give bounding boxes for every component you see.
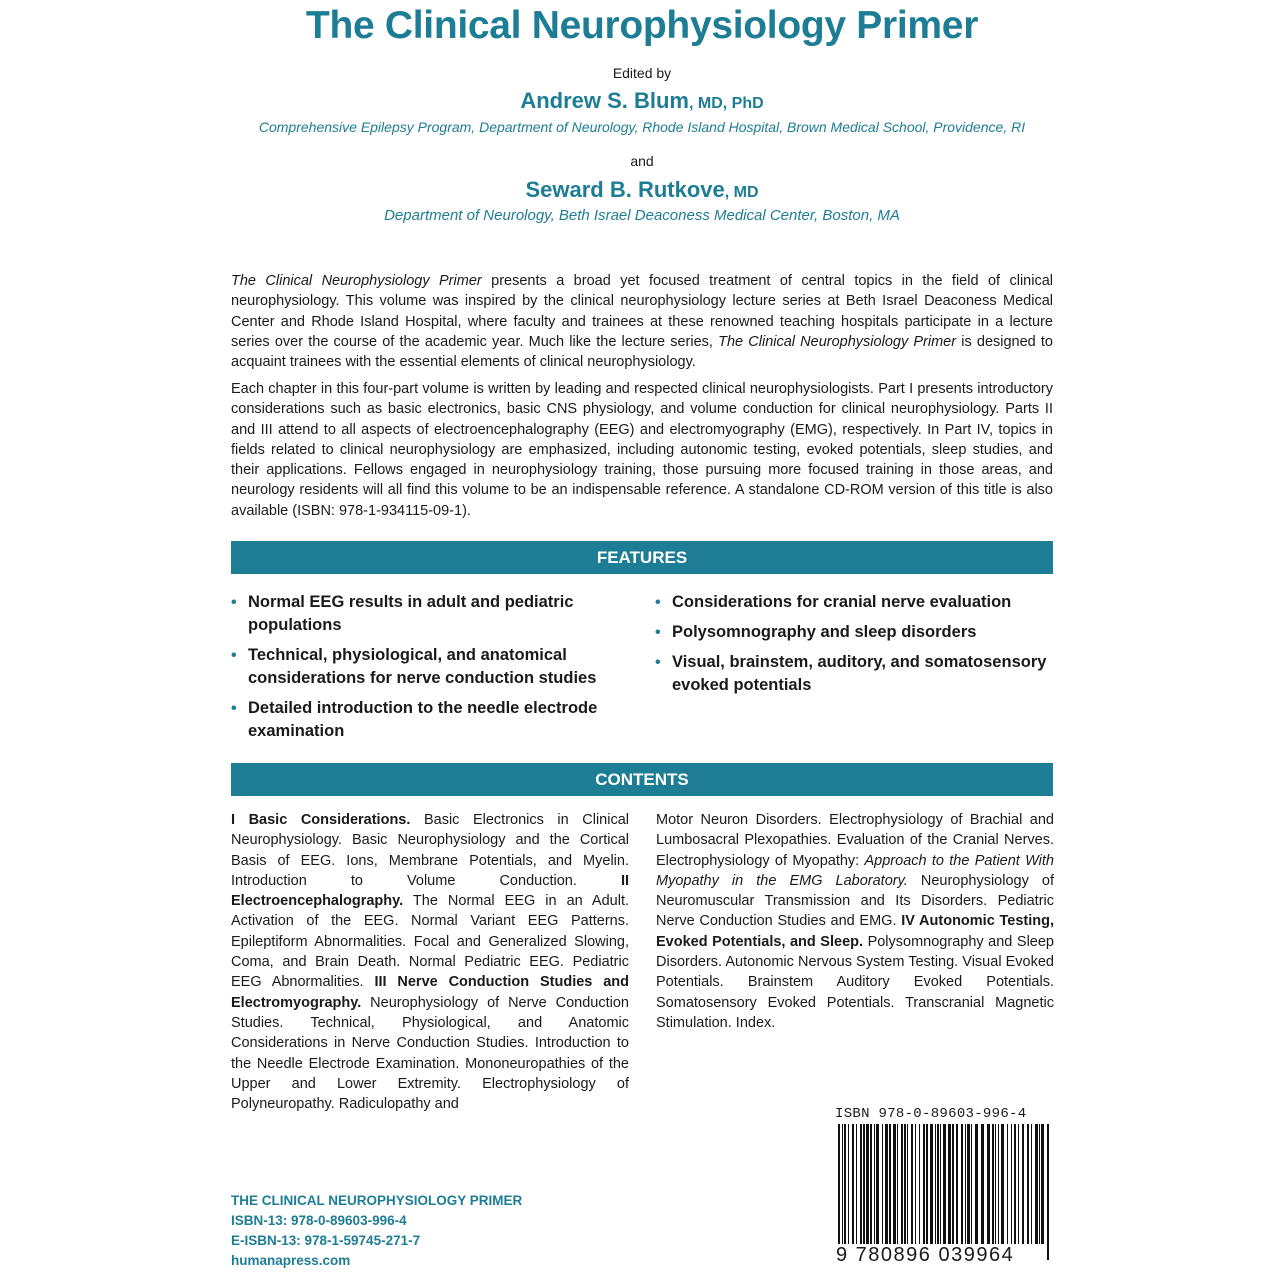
barcode-bar bbox=[1014, 1124, 1016, 1244]
contents-text: Basic Electronics in Clinical Neurophysiology. Basic Neurophysiology and the Cortical Basis of EEG. Ions, Membrane Potentials, and Myelin. Introduction to Volume Conduction. bbox=[231, 812, 629, 889]
feature-text: Technical, physiological, and anatomical considerations for nerve conduction studies bbox=[248, 646, 597, 687]
barcode-bar bbox=[992, 1124, 994, 1244]
barcode-bar bbox=[852, 1124, 854, 1244]
barcode-bar bbox=[987, 1124, 990, 1244]
barcode-isbn-label: ISBN 978-0-89603-996-4 bbox=[835, 1106, 1027, 1122]
feature-text: Considerations for cranial nerve evaluation bbox=[672, 593, 1012, 611]
footer-isbn13: ISBN-13: 978-0-89603-996-4 bbox=[231, 1213, 407, 1228]
feature-item bbox=[231, 591, 611, 637]
contents-text: Motor Neuron Disorders. Electrophysiology of Brachial and Lumbosacral Plexopathies. Evaluation of the Cranial Nerves. Electrophysiology of Myopathy: bbox=[656, 812, 1054, 869]
barcode-bar bbox=[998, 1124, 999, 1244]
part-heading: II Electroencephalography. bbox=[231, 872, 629, 910]
contents-heading: CONTENTS bbox=[231, 763, 1053, 796]
features-list-right bbox=[655, 591, 1055, 704]
author2-affiliation: Department of Neurology, Beth Israel Deaconess Medical Center, Boston, MA bbox=[384, 207, 900, 224]
barcode-bar bbox=[848, 1124, 849, 1244]
barcode-bar bbox=[937, 1124, 939, 1244]
features-heading: FEATURES bbox=[231, 541, 1053, 574]
barcode-bar bbox=[965, 1124, 966, 1244]
barcode-bar bbox=[901, 1124, 903, 1244]
barcode-bar bbox=[885, 1124, 888, 1244]
barcode-icon bbox=[836, 1124, 1054, 1262]
barcode-bar bbox=[923, 1124, 925, 1244]
barcode-bar bbox=[882, 1124, 883, 1244]
bullet-icon: • bbox=[655, 624, 661, 641]
barcode-bar bbox=[1047, 1124, 1049, 1260]
barcode-bar bbox=[1039, 1124, 1040, 1244]
barcode-bar bbox=[961, 1124, 963, 1244]
barcode-bar bbox=[1011, 1124, 1012, 1244]
barcode-bar bbox=[1041, 1124, 1044, 1244]
feature-item bbox=[655, 651, 1055, 697]
contents-italic-text: Approach to the Patient With Myopathy in the EMG Laboratory. bbox=[656, 852, 1054, 889]
bullet-icon: • bbox=[231, 700, 237, 717]
barcode-bar bbox=[940, 1124, 941, 1260]
part-heading: I Basic Considerations. bbox=[231, 812, 411, 828]
barcode-bar bbox=[889, 1124, 891, 1244]
barcode-bar bbox=[1031, 1124, 1032, 1244]
book-title-italic: The Clinical Neurophysiology Primer bbox=[718, 333, 957, 350]
description-text: is designed to acquaint trainees with the essential elements of clinical neurophysiology. bbox=[231, 333, 1053, 371]
barcode-bar bbox=[930, 1124, 933, 1244]
book-title: The Clinical Neurophysiology Primer bbox=[305, 4, 979, 47]
description-paragraph-2: Each chapter in this four-part volume is written by leading and respected clinical neurophysiologists. Part I presents introductory considerations such as basic electronics, basic CNS physiology, and volume conduction for clinical neurophysiology. Parts II and III attend to all aspects of electroencephalography (EEG) and electromyography (EMG), respectively. In Part IV, topics in fields related to clinical neurophysiology are emphasized, including autonomic testing, evoked potentials, sleep studies, and their applications. Fellows engaged in neurophysiology training, those pursuing more focused training in those areas, and neurology residents will all find this volume to be an indispensable reference. A standalone CD-ROM version of this title is also available (ISBN: 978-1-934115-09-1). bbox=[231, 381, 1053, 519]
footer-website: humanapress.com bbox=[231, 1253, 351, 1268]
feature-text: Visual, brainstem, auditory, and somatosensory evoked potentials bbox=[672, 653, 1047, 694]
part-heading: IV Autonomic Testing, Evoked Potentials, and Sleep. bbox=[656, 913, 1054, 950]
barcode-bar bbox=[1018, 1124, 1019, 1244]
feature-item bbox=[655, 591, 1055, 614]
barcode-bar bbox=[911, 1124, 913, 1244]
barcode-bar bbox=[904, 1124, 906, 1244]
author1-name: Andrew S. Blum bbox=[520, 88, 689, 113]
barcode-bar bbox=[1007, 1124, 1008, 1244]
contents-text: Neurophysiology of Nerve Conduction Studies. Technical, Physiological, and Anatomic Considerations in Nerve Conduction Studies. Introduction to the Needle Electrode Examination. Mononeuropathies of the Upper and Lower Extremity. Electrophysiology of Polyneuropathy. Radiculopathy and bbox=[231, 994, 629, 1113]
author1 bbox=[0, 88, 1284, 114]
barcode-bar bbox=[893, 1124, 896, 1244]
bullet-icon: • bbox=[231, 647, 237, 664]
author2 bbox=[0, 177, 1284, 203]
author1-affiliation: Comprehensive Epilepsy Program, Department of Neurology, Rhode Island Hospital, Brown Medical School, Providence, RI bbox=[258, 119, 1026, 135]
barcode-bar bbox=[844, 1124, 846, 1244]
author1-degrees: , MD, PhD bbox=[689, 95, 764, 112]
features-list-left bbox=[231, 591, 611, 750]
feature-text: Detailed introduction to the needle electrode examination bbox=[248, 699, 598, 740]
barcode-bar bbox=[956, 1124, 958, 1244]
feature-text: Polysomnography and sleep disorders bbox=[672, 623, 977, 641]
description-text: presents a broad yet focused treatment of central topics in the field of clinical neurophysiology. This volume was inspired by the clinical neurophysiology lecture series at Beth Israel Deaconess Medical Center and Rhode Island Hospital, where faculty and trainees at these renowned teaching hospitals participate in a lecture series over the course of the academic year. Much like the lecture series, bbox=[231, 273, 1053, 350]
author2-degrees: , MD bbox=[724, 184, 759, 201]
author2-name: Seward B. Rutkove bbox=[525, 177, 725, 202]
footer-title: THE CLINICAL NEUROPHYSIOLOGY PRIMER bbox=[231, 1193, 523, 1208]
barcode-bar bbox=[948, 1124, 951, 1244]
barcode-bar bbox=[870, 1124, 872, 1244]
barcode-bar bbox=[1035, 1124, 1038, 1244]
barcode-bar bbox=[897, 1124, 898, 1244]
barcode-bar bbox=[866, 1124, 869, 1244]
barcode-bar bbox=[952, 1124, 954, 1244]
barcode-bar bbox=[935, 1124, 936, 1244]
feature-item bbox=[655, 621, 1055, 644]
description-paragraph-1 bbox=[231, 271, 1053, 372]
part-heading: III Nerve Conduction Studies and Electromyography. bbox=[231, 974, 629, 1011]
barcode-bar bbox=[926, 1124, 928, 1244]
bullet-icon: • bbox=[231, 594, 237, 611]
feature-item bbox=[231, 644, 611, 690]
barcode-bar bbox=[1027, 1124, 1029, 1244]
barcode-digits: 9 780896 039964 bbox=[836, 1244, 1036, 1267]
book-title-italic: The Clinical Neurophysiology Primer bbox=[231, 273, 482, 289]
barcode-bar bbox=[842, 1124, 843, 1260]
barcode-bar bbox=[981, 1124, 984, 1244]
contents-text: Neurophysiology of Neuromuscular Transmission and Its Disorders. Pediatric Nerve Conduction Studies and EMG. bbox=[656, 872, 1054, 930]
barcode-bar bbox=[863, 1124, 865, 1244]
bullet-icon: • bbox=[655, 654, 661, 671]
barcode-bar bbox=[1001, 1124, 1004, 1244]
footer-eisbn13: E-ISBN-13: 978-1-59745-271-7 bbox=[231, 1233, 421, 1248]
barcode-bar bbox=[995, 1124, 996, 1244]
and-label: and bbox=[630, 153, 654, 169]
barcode-bar bbox=[975, 1124, 978, 1244]
barcode-bar bbox=[838, 1124, 840, 1260]
barcode-bar bbox=[907, 1124, 908, 1244]
barcode-bar bbox=[943, 1124, 946, 1260]
barcode-bar bbox=[971, 1124, 972, 1244]
barcode-bar bbox=[874, 1124, 875, 1244]
contents-text: The Normal EEG in an Adult. Activation of the EEG. Normal Variant EEG Patterns. Epileptiform Abnormalities. Focal and Generalized Slowing, Coma, and Brain Death. Normal Pediatric EEG. Pediatric EEG Abnormalities. bbox=[231, 893, 629, 991]
barcode-bar bbox=[919, 1124, 920, 1244]
footer-info bbox=[231, 1191, 522, 1271]
barcode-bar bbox=[860, 1124, 862, 1244]
barcode-bar bbox=[967, 1124, 970, 1244]
barcode-bar bbox=[1022, 1124, 1024, 1244]
edited-by-label: Edited by bbox=[612, 65, 672, 81]
barcode-bar bbox=[876, 1124, 879, 1244]
contents-column-right bbox=[656, 810, 1054, 1033]
contents-column-left bbox=[231, 810, 629, 1114]
barcode-bar bbox=[915, 1124, 916, 1244]
feature-text: Normal EEG results in adult and pediatric populations bbox=[248, 593, 574, 634]
barcode-bar bbox=[856, 1124, 857, 1244]
bullet-icon: • bbox=[655, 594, 661, 611]
contents-text: Polysomnography and Sleep Disorders. Autonomic Nervous System Testing. Visual Evoked Potentials. Brainstem Auditory Evoked Potentials. Somatosensory Evoked Potentials. Transcranial Magnetic Stimulation. Index. bbox=[656, 933, 1054, 1031]
feature-item bbox=[231, 697, 611, 743]
